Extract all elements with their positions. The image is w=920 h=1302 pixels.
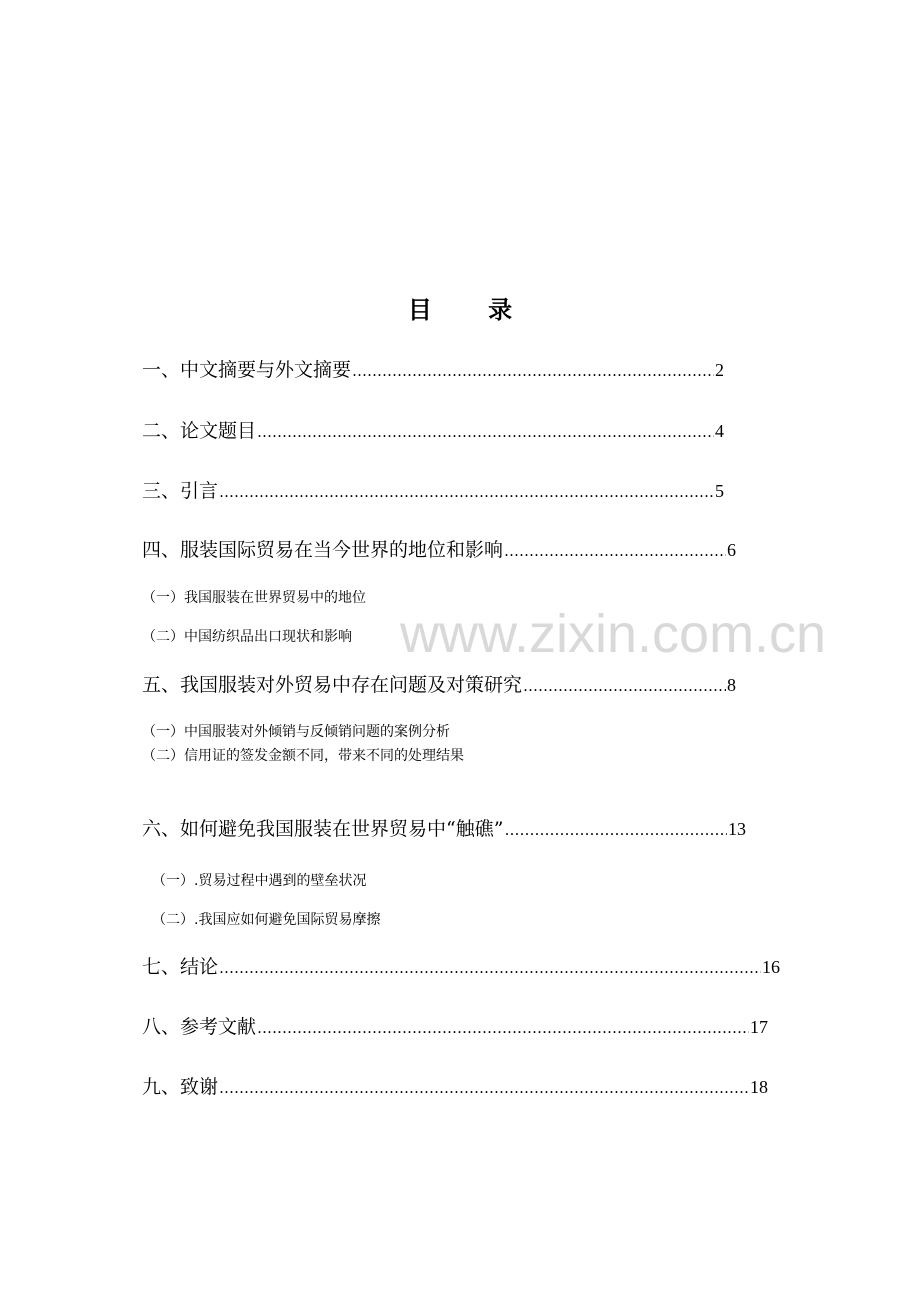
toc-entry-4[interactable] [142,536,736,565]
toc-entry-3[interactable] [142,477,724,506]
toc-subentry-6-1[interactable]: （一）.贸易过程中遇到的壁垒状况 [152,873,367,889]
toc-entry-label: 五、我国服装对外贸易中存在问题及对策研究 [142,674,523,696]
toc-entry-2[interactable] [142,417,724,446]
toc-page-number: 4 [715,421,724,441]
toc-page-number: 18 [750,1077,768,1097]
toc-page-number: 17 [750,1017,768,1037]
toc-page-number: 2 [715,360,724,380]
dot-leader [219,954,761,982]
toc-page-number: 8 [727,675,736,695]
toc-page-number: 5 [715,481,724,501]
toc-entry-label: 一、中文摘要与外文摘要 [142,359,352,381]
toc-subentry-5-1[interactable]: （一）中国服装对外倾销与反倾销问题的案例分析 [142,724,450,740]
toc-page-number: 6 [727,540,736,560]
toc-subentry-5-2[interactable]: （二）信用证的签发金额不同，带来不同的处理结果 [142,748,464,764]
toc-subentry-6-2[interactable]: （二）.我国应如何避免国际贸易摩擦 [152,912,381,928]
dot-leader [257,1014,749,1042]
toc-entry-7[interactable] [142,953,780,982]
toc-subentry-4-1[interactable]: （一）我国服装在世界贸易中的地位 [142,590,366,606]
toc-entry-5[interactable] [142,671,736,700]
toc-entry-label: 九、致谢 [142,1076,219,1098]
dot-leader [219,478,714,506]
watermark-text: www.zixin.com.cn [400,604,827,664]
toc-page-number: 13 [728,819,746,839]
dot-leader [352,357,714,385]
toc-entry-label: 二、论文题目 [142,420,257,442]
dot-leader [257,418,714,446]
toc-title: 目 录 [407,296,537,324]
toc-page-number: 16 [762,957,780,977]
toc-entry-label: 七、结论 [142,956,219,978]
toc-entry-1[interactable] [142,356,724,385]
dot-leader [504,537,726,565]
toc-entry-label: 三、引言 [142,480,219,502]
toc-entry-label: 八、参考文献 [142,1016,257,1038]
toc-subentry-4-2[interactable]: （二）中国纺织品出口现状和影响 [142,629,352,645]
dot-leader [219,1074,749,1102]
toc-entry-6[interactable] [142,815,746,844]
dot-leader [523,672,726,700]
dot-leader [504,816,727,844]
toc-entry-8[interactable] [142,1013,768,1042]
toc-entry-label: 六、如何避免我国服装在世界贸易中“触礁” [142,818,504,840]
toc-entry-9[interactable] [142,1073,768,1102]
toc-entry-label: 四、服装国际贸易在当今世界的地位和影响 [142,539,504,561]
